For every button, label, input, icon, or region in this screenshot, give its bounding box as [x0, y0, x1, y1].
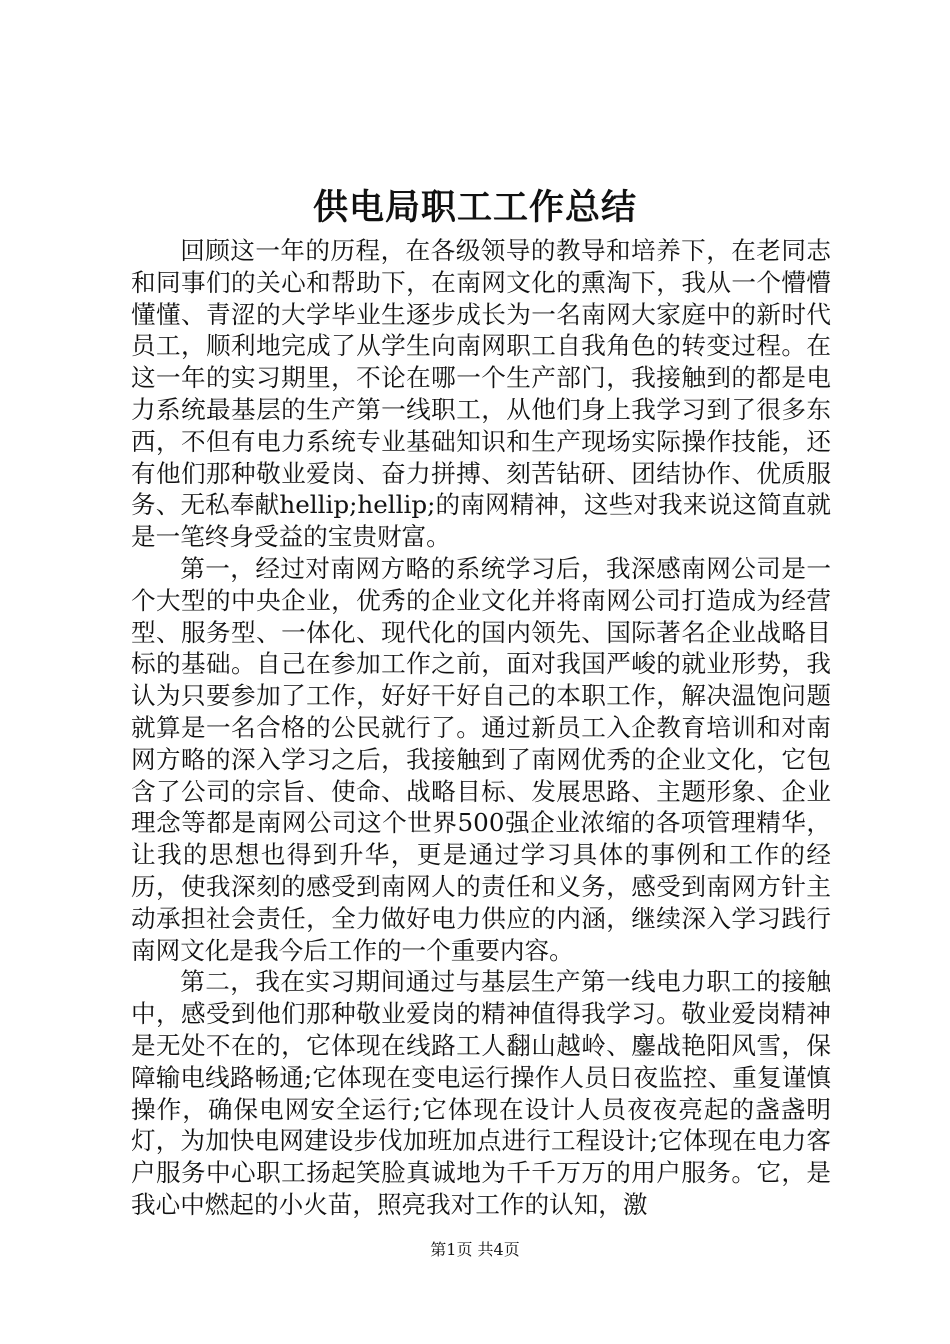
paragraph-first-point: 第一，经过对南网方略的系统学习后，我深感南网公司是一个大型的中央企业，优秀的企业文化并将南网公司打造成为经营型、服务型、一体化、现代化的国内领先、国际著名企业战略目标的基础。自己在参加工作之前，面对我国严峻的就业形势，我认为只要参加了工作，好好干好自己的本职工作，解决温饱问题就算是一名合格的公民就行了。通过新员工入企教育培训和对南网方略的深入学习之后，我接触到了南网优秀的企业文化，它包含了公司的宗旨、使命、战略目标、发展思路、主题形象、企业理念等都是南网公司这个世界500强企业浓缩的各项管理精华，让我的思想也得到升华，更是通过学习具体的事例和工作的经历，使我深刻的感受到南网人的责任和义务，感受到南网方针主动承担社会责任，全力做好电力供应的内涵，继续深入学习践行南网文化是我今后工作的一个重要内容。 — [131, 553, 831, 965]
paragraph-intro: 回顾这一年的历程，在各级领导的教导和培养下，在老同志和同事们的关心和帮助下，在南网文化的熏淘下，我从一个懵懵懂懂、青涩的大学毕业生逐步成长为一名南网大家庭中的新时代员工，顺利地完成了从学生向南网职工自我角色的转变过程。在这一年的实习期里，不论在哪一个生产部门，我接触到的都是电力系统最基层的生产第一线职工，从他们身上我学习到了很多东西，不但有电力系统专业基础知识和生产现场实际操作技能，还有他们那种敬业爱岗、奋力拼搏、刻苦钻研、团结协作、优质服务、无私奉献hellip;hellip;的南网精神，这些对我来说这简直就是一笔终身受益的宝贵财富。 — [131, 236, 831, 552]
page-footer: 第1页 共4页 — [430, 1240, 520, 1259]
document-body — [131, 235, 831, 1221]
paragraph-second-point: 第二，我在实习期间通过与基层生产第一线电力职工的接触中，感受到他们那种敬业爱岗的精神值得我学习。敬业爱岗精神是无处不在的，它体现在线路工人翻山越岭、鏖战艳阳风雪，保障输电线路畅通;它体现在变电运行操作人员日夜监控、重复谨慎操作，确保电网安全运行;它体现在设计人员夜夜亮起的盏盏明灯，为加快电网建设步伐加班加点进行工程设计;它体现在电力客户服务中心职工扬起笑脸真诚地为千千万万的用户服务。它，是我心中燃起的小火苗，照亮我对工作的认知，激 — [131, 967, 831, 1219]
document-title: 供电局职工工作总结 — [312, 187, 637, 228]
